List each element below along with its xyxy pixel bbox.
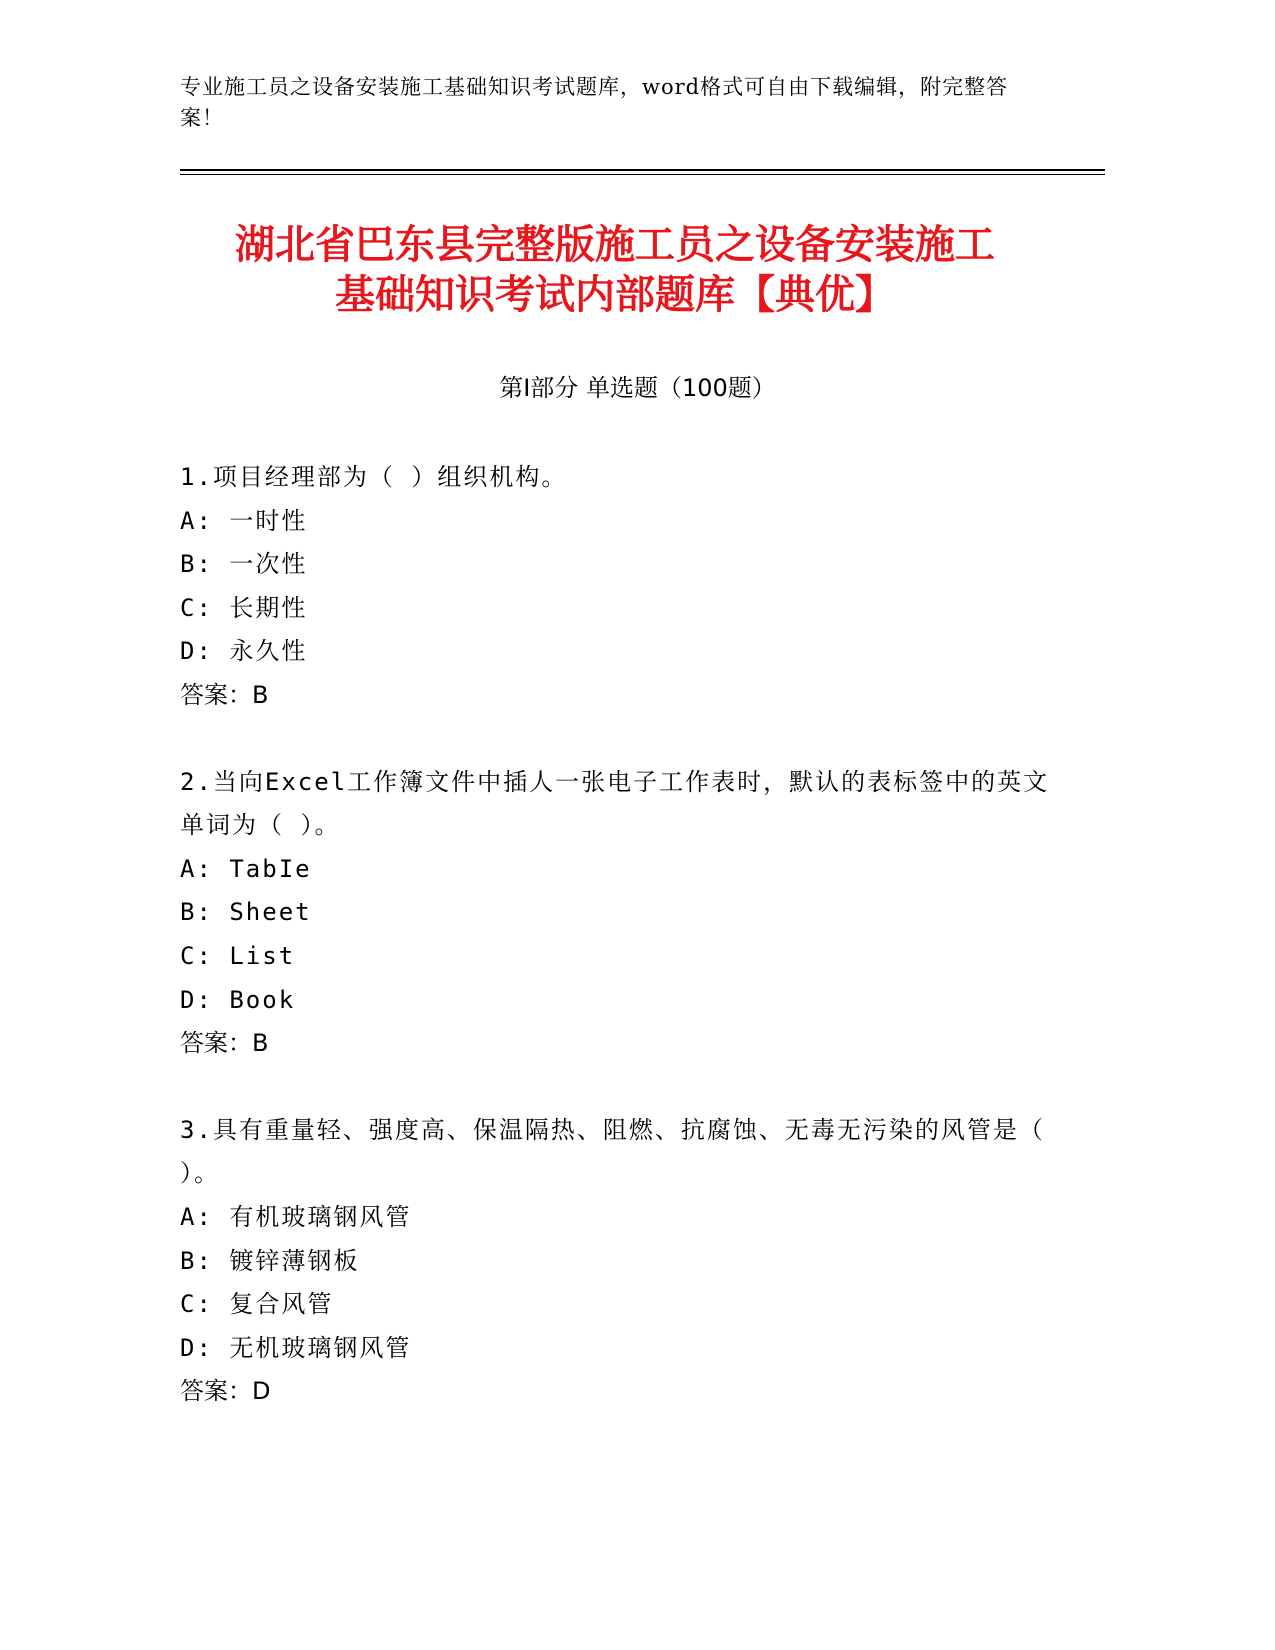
section-title: 第Ⅰ部分 单选题（100题） bbox=[499, 374, 776, 402]
question-1 bbox=[180, 456, 1050, 718]
document-title bbox=[150, 220, 1080, 320]
option-d: D: 永久性 bbox=[180, 637, 308, 666]
answer: 答案：B bbox=[180, 1029, 269, 1058]
option-b: B: 一次性 bbox=[180, 550, 308, 579]
option-d: D: Book bbox=[180, 985, 296, 1014]
option-b: B: 镀锌薄钢板 bbox=[180, 1246, 360, 1275]
option-a: A: 有机玻璃钢风管 bbox=[180, 1202, 412, 1231]
answer: 答案：D bbox=[180, 1377, 271, 1406]
header-divider-thin bbox=[180, 174, 1105, 175]
question-stem: 2.当向Excel工作簿文件中插人一张电子工作表时，默认的表标签中的英文单词为（ ）。 bbox=[180, 767, 1050, 840]
option-d: D: 无机玻璃钢风管 bbox=[180, 1333, 412, 1362]
option-a: A: TabIe bbox=[180, 854, 312, 883]
document-title-line-1: 湖北省巴东县完整版施工员之设备安装施工 bbox=[235, 222, 995, 268]
question-2 bbox=[180, 761, 1050, 1066]
option-c: C: List bbox=[180, 941, 296, 970]
option-c: C: 复合风管 bbox=[180, 1290, 334, 1319]
document-title-line-2: 基础知识考试内部题库【典优】 bbox=[335, 272, 895, 318]
header-note: 专业施工员之设备安装施工基础知识考试题库，word格式可自由下载编辑，附完整答案！ bbox=[180, 75, 1009, 130]
header-divider-thick bbox=[180, 169, 1105, 171]
question-3 bbox=[180, 1109, 1062, 1414]
question-list bbox=[180, 456, 1062, 1414]
question-stem: 1.项目经理部为（ ）组织机构。 bbox=[180, 463, 568, 491]
option-a: A: 一时性 bbox=[180, 506, 308, 535]
question-stem: 3.具有重量轻、强度高、保温隔热、阻燃、抗腐蚀、无毒无污染的风管是（ ）。 bbox=[180, 1115, 1062, 1188]
option-b: B: Sheet bbox=[180, 898, 312, 927]
answer: 答案：B bbox=[180, 680, 269, 709]
option-c: C: 长期性 bbox=[180, 593, 308, 622]
